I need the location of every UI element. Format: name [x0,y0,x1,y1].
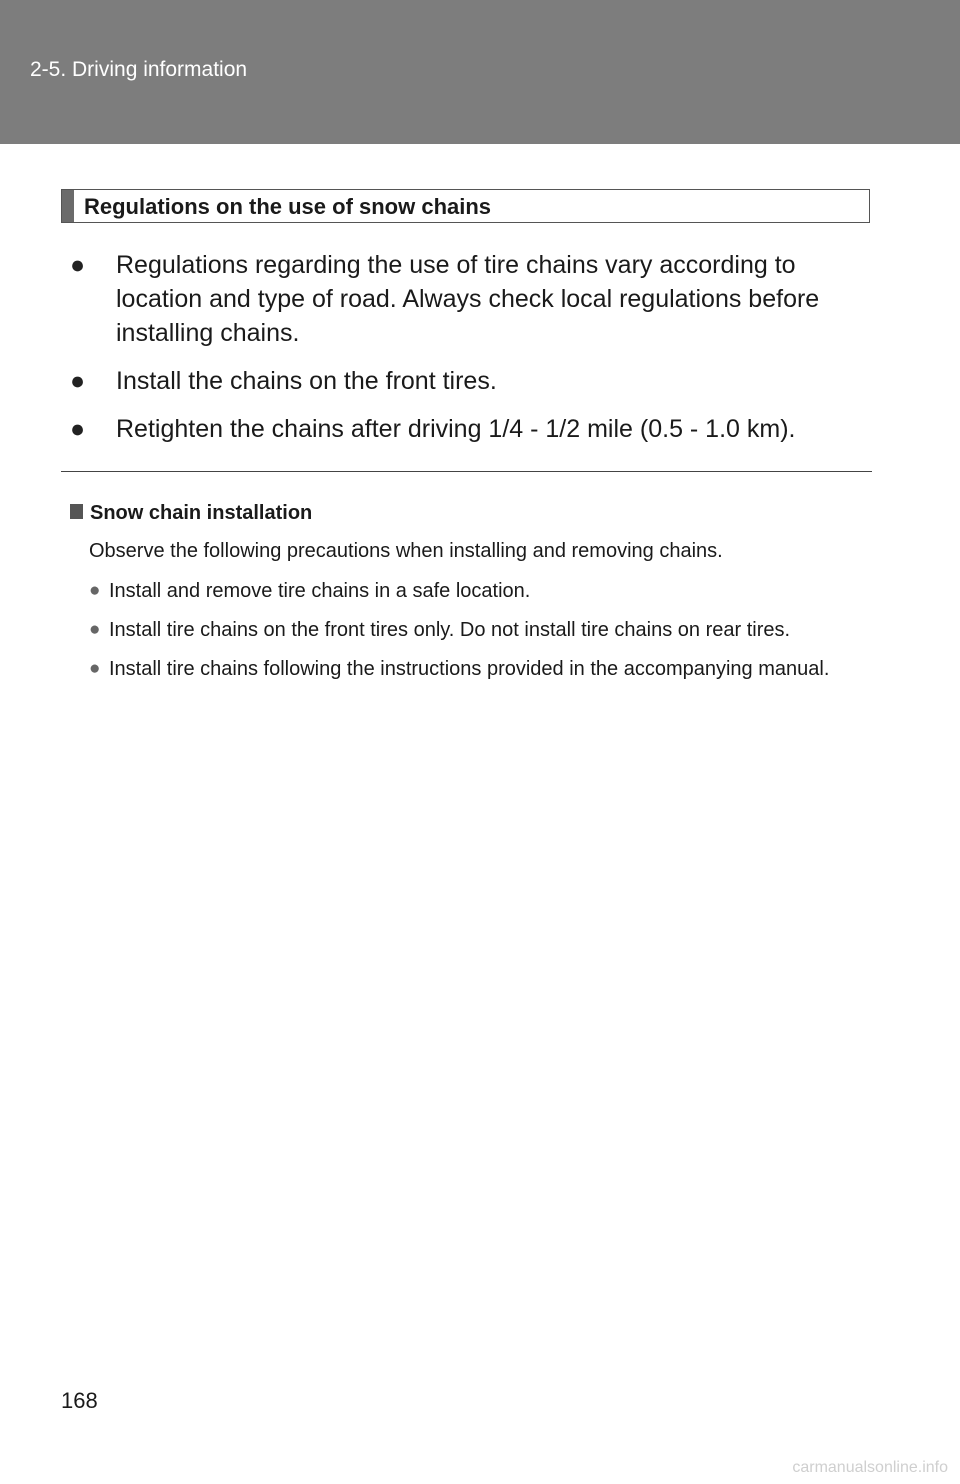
heading-title: Regulations on the use of snow chains [84,194,492,219]
page-number: 168 [61,1388,98,1413]
bullet-icon: ● [70,251,86,279]
list-item-text: Install the chains on the front tires. [116,367,497,395]
section-label: 2-5. Driving information [30,58,248,81]
watermark: carmanualsonline.info [792,1459,948,1476]
list-item [70,412,870,446]
header-band [0,0,960,144]
list-item-text: Regulations regarding the use of tire chains vary according to location and type of road. Always check local regulations before installing chains. [116,251,820,347]
notes-title [70,500,860,526]
list-item [70,248,870,350]
bullet-icon: ● [89,580,101,601]
section-divider [61,471,872,472]
notes-title-text: Snow chain installation [90,502,313,524]
main-bullet-list [70,248,870,460]
list-item [70,616,860,644]
notes-section [70,500,860,694]
square-bullet-icon [70,504,83,519]
bullet-icon: ● [89,619,101,640]
list-item-text: Retighten the chains after driving 1/4 - 1/2 mile (0.5 - 1.0 km). [116,415,796,443]
bullet-icon: ● [70,367,86,395]
bullet-icon: ● [70,415,86,443]
list-item-text: Install tire chains following the instructions provided in the accompanying manual. [109,658,830,680]
list-item [70,364,870,398]
list-item-text: Install tire chains on the front tires only. Do not install tire chains on rear tires. [109,619,791,641]
list-item-text: Install and remove tire chains in a safe location. [109,580,531,602]
bullet-icon: ● [89,658,101,679]
notes-intro: Observe the following precautions when installing and removing chains. [89,540,723,562]
list-item [70,655,860,683]
list-item [70,577,860,605]
section-heading [61,189,870,223]
heading-accent-bar [62,190,74,222]
